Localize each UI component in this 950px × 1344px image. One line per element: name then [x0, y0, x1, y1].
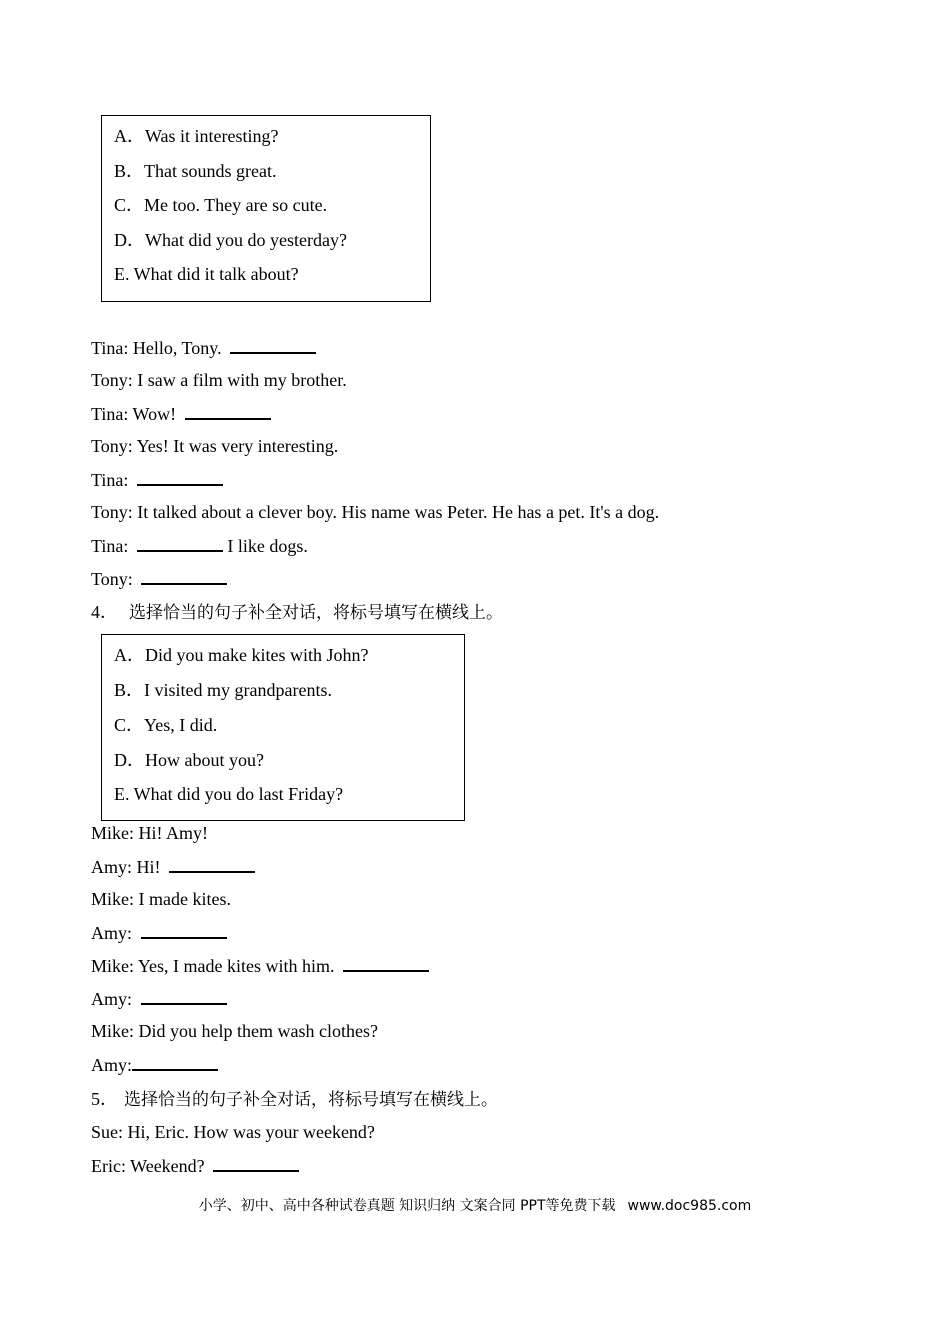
- dialogue-line: [91, 567, 227, 590]
- dialogue-line: [91, 954, 429, 977]
- dialogue-line: [91, 435, 338, 457]
- option-a: A．Was it interesting?: [114, 126, 279, 146]
- answer-blank: [230, 336, 316, 354]
- dialogue-text: Mike: Did you help them wash clothes?: [91, 1021, 378, 1041]
- question-4-heading: [91, 601, 503, 624]
- dialogue-text: Tina: Hello, Tony.: [91, 338, 222, 358]
- answer-blank: [169, 855, 255, 873]
- dialogue-text: Tina:: [91, 470, 129, 490]
- answer-blank: [185, 402, 271, 420]
- options-box-1: [101, 115, 431, 302]
- option-b: B．That sounds great.: [114, 161, 277, 181]
- question-number: 5．: [91, 1089, 118, 1109]
- option-d: D．How about you?: [114, 750, 264, 770]
- option-e: E. What did you do last Friday?: [114, 784, 344, 804]
- question-instruction: 选择恰当的句子补全对话，将标号填写在横线上。: [129, 603, 503, 623]
- dialogue-text: Tony: I saw a film with my brother.: [91, 370, 347, 390]
- dialogue-line: [91, 1053, 218, 1076]
- dialogue-line: [91, 888, 231, 910]
- question-instruction: 选择恰当的句子补全对话，将标号填写在横线上。: [124, 1090, 498, 1110]
- dialogue-text: Tony: It talked about a clever boy. His name was Peter. He has a pet. It's a dog.: [91, 502, 660, 522]
- option-c: C．Yes, I did.: [114, 715, 218, 735]
- answer-blank: [141, 921, 227, 939]
- dialogue-text: Amy:: [91, 923, 133, 943]
- dialogue-line: [91, 369, 347, 391]
- dialogue-text: Amy:: [91, 989, 133, 1009]
- dialogue-line: [91, 336, 316, 359]
- option-c: C．Me too. They are so cute.: [114, 195, 328, 215]
- dialogue-text: Amy: Hi!: [91, 857, 161, 877]
- dialogue-text-after: I like dogs.: [227, 536, 308, 556]
- footer-site-link[interactable]: www.doc985.com: [627, 1198, 752, 1214]
- dialogue-line: [91, 1121, 375, 1143]
- answer-blank: [132, 1053, 218, 1071]
- question-number: 4．: [91, 602, 118, 622]
- answer-blank: [137, 468, 223, 486]
- dialogue-text: Eric: Weekend?: [91, 1156, 205, 1176]
- options-box-2: [101, 634, 465, 821]
- dialogue-text: Amy:: [91, 1055, 133, 1075]
- dialogue-text: Mike: I made kites.: [91, 889, 231, 909]
- dialogue-text: Tina:: [91, 536, 129, 556]
- question-5-heading: [91, 1088, 498, 1111]
- dialogue-line: [91, 402, 271, 425]
- answer-blank: [137, 534, 223, 552]
- footer-text: 小学、初中、高中各种试卷真题 知识归纳 文案合同 PPT等免费下载: [198, 1198, 616, 1214]
- page-footer: [0, 1195, 950, 1217]
- dialogue-text: Tony:: [91, 569, 133, 589]
- dialogue-text: Tony: Yes! It was very interesting.: [91, 436, 339, 456]
- dialogue-text: Mike: Yes, I made kites with him.: [91, 956, 335, 976]
- answer-blank: [213, 1154, 299, 1172]
- dialogue-line: [91, 501, 659, 523]
- dialogue-text: Mike: Hi! Amy!: [91, 823, 208, 843]
- dialogue-text: Tina: Wow!: [91, 404, 177, 424]
- dialogue-line: [91, 822, 208, 844]
- dialogue-text: Sue: Hi, Eric. How was your weekend?: [91, 1122, 375, 1142]
- answer-blank: [141, 987, 227, 1005]
- dialogue-line: [91, 921, 227, 944]
- answer-blank: [141, 567, 227, 585]
- dialogue-line: [91, 534, 308, 557]
- dialogue-line: [91, 987, 227, 1010]
- dialogue-line: [91, 855, 255, 878]
- option-e: E. What did it talk about?: [114, 264, 299, 284]
- option-d: D．What did you do yesterday?: [114, 230, 347, 250]
- option-b: B．I visited my grandparents.: [114, 680, 332, 700]
- dialogue-line: [91, 1020, 378, 1042]
- option-a: A．Did you make kites with John?: [114, 645, 369, 665]
- dialogue-line: [91, 468, 223, 491]
- dialogue-line: [91, 1154, 299, 1177]
- answer-blank: [343, 954, 429, 972]
